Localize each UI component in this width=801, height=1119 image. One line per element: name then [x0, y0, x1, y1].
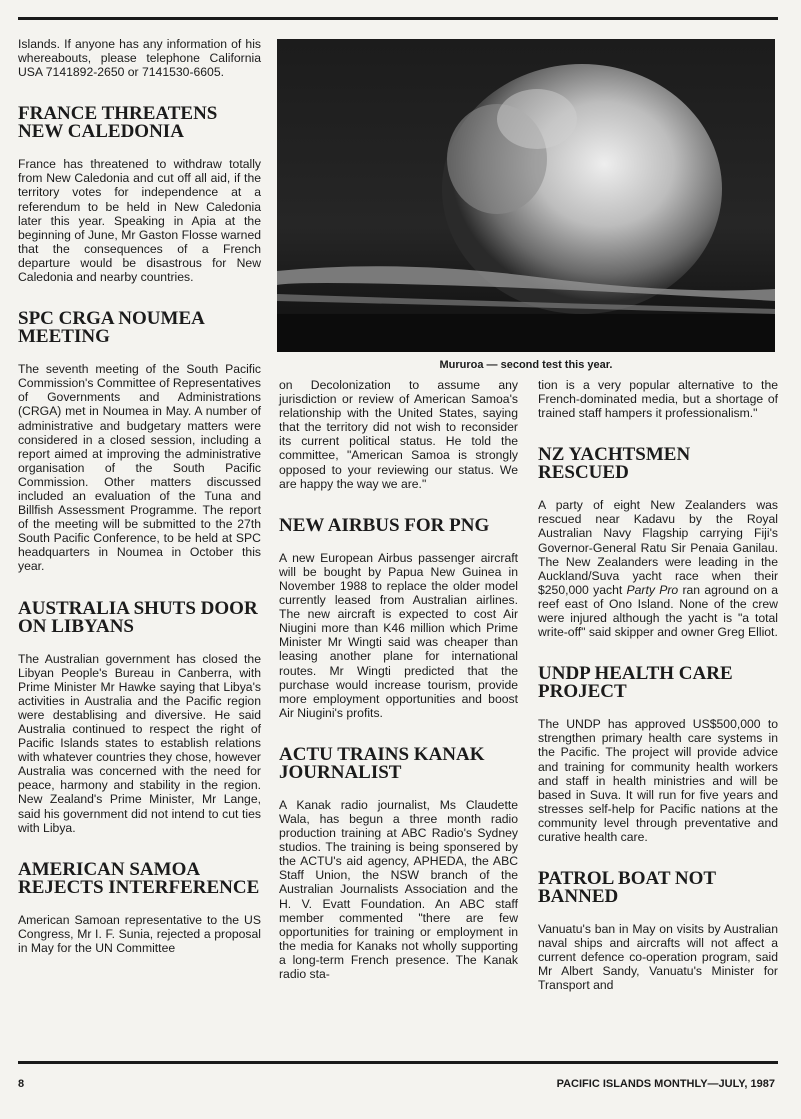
continued-text: on Decolonization to assume any jurisdiction or review of American Samoa's relationship with the United States, saying that the territory did not wish to reconsider its current political status. He told the committee, "American Samoa is strongly opposed to your reviewing our status. We are happy the way we are." — [279, 378, 518, 491]
headline-actu: ACTU TRAINS KANAK JOURNALIST — [279, 743, 485, 783]
article-undp: The UNDP has approved US$500,000 to strengthen primary health care systems in the Pacific. The project will provide advice and training for community health workers and staff in health ministries and will be based in Suva. It will run for five years and stresses self-help for Pacific nations at the community level through preventative and curative health care. — [538, 717, 778, 844]
article-patrol-boat: Vanuatu's ban in May on visits by Australian naval ships and aircrafts will not affect a current defence co-operation program, said Mr Albert Sandy, Vanuatu's Minister for Transport and — [538, 922, 778, 993]
headline-france: FRANCE THREATENS NEW CALEDONIA — [18, 103, 218, 143]
headline-patrol-boat: PATROL BOAT NOT BANNED — [538, 868, 716, 908]
column-1 — [18, 37, 261, 955]
yacht-name: Party Pro — [626, 582, 679, 597]
headline-australia: AUSTRALIA SHUTS DOOR ON LIBYANS — [18, 597, 258, 637]
continued-text: Islands. If anyone has any information of his whereabouts, please telephone California USA 7141892-2650 or 7141530-6605. — [18, 37, 261, 80]
headline-undp: UNDP HEALTH CARE PROJECT — [538, 663, 733, 703]
headline-spc: SPC CRGA NOUMEA MEETING — [18, 308, 204, 348]
headline-airbus: NEW AIRBUS FOR PNG — [279, 514, 490, 536]
headline-samoa: AMERICAN SAMOA REJECTS INTERFERENCE — [18, 858, 260, 898]
page-number: 8 — [18, 1078, 25, 1090]
mushroom-cloud-photo — [277, 39, 775, 352]
footer-masthead: PACIFIC ISLANDS MONTHLY—JULY, 1987 — [556, 1078, 775, 1090]
column-2 — [279, 378, 518, 981]
article-actu: A Kanak radio journalist, Ms Claudette Wala, has begun a three month radio production training at ABC Radio's Sydney studios. The training is being sponsered by the ACTU's aid agency, APHEDA, the ABC Staff Union, the NSW branch of the Australian Journalists Association and the H. V. Evatt Foundation. An ABC staff member commented "there are few opportunities for training or employment in the media for Kanaks not wholly supporting a long-term French presence. The Kanak radio sta- — [279, 797, 518, 981]
article-france: France has threatened to withdraw totally from New Caledonia and cut off all aid, if the territory votes for independence at a referendum to be held in New Caledonia later this year. Speaking in Apia at the beginning of June, Mr Gaston Flosse warned that the consequences of a French departure would be disastrous for New Caledonia and nearby countries. — [18, 157, 261, 285]
article-airbus: A new European Airbus passenger aircraft will be bought by Papua New Guinea in November 1988 to replace the older model currently leased from Australian airlines. The new aircraft is expected to cost Air Niugini more than K46 million which Prime Minister Mr Wingti said was cheaper than leasing another plane for international routes. Mr Wingti predicted that the purchase would increase tourism, provide more employment opportunities and boost Air Niugini's profits. — [279, 550, 518, 720]
article-australia: The Australian government has closed the Libyan People's Bureau in Canberra, with Prime Minister Mr Hawke saying that Libya's activities in Australia and the Pacific region were destablising and diversive. He said Australia continued to respect the right of Pacific Islands states to establish relations with whatever countries they chose, however Australia was concerned with the need for peace, harmony and stability in the region. New Zealand's Prime Minister, Mr Lange, said his government did not intend to cut ties with Libya. — [18, 651, 261, 835]
bottom-rule — [18, 1061, 778, 1064]
article-yachtsmen: A party of eight New Zealanders was rescued near Kadavu by the Royal Australian Navy Flagship carrying Fiji's Governor-General Ratu Sir Penaia Ganilau. The New Zealanders were leading in the Auckland/Suva yacht race when their $250,000 yacht Party Pro ran aground on a reef east of Ono Island. None of the crew were injured although the yacht is "a total write-off" said skipper and owner Greg Elliot. — [538, 498, 778, 640]
article-spc: The seventh meeting of the South Pacific Commission's Committee of Representatives of Governments and Administrations (CRGA) met in Noumea in May. A number of administrative and budgetary matters were considered in a closed session, including a report aimed at improving the administrative organisation of the South Pacific Commission. Other matters discussed included an evaluation of the Tuna and Billfish Assessment Programme. The report of the meeting will be submitted to the 27th South Pacific Conference, to be held at SPC headquarters in Noumea in October this year. — [18, 362, 261, 574]
photo-caption: Mururoa — second test this year. — [439, 359, 613, 371]
column-3 — [538, 378, 778, 993]
continued-text: tion is a very popular alternative to the French-dominated media, but a shortage of trained staff hampers it professionalism." — [538, 378, 778, 421]
headline-yachtsmen: NZ YACHTSMEN RESCUED — [538, 444, 691, 484]
top-rule — [18, 17, 778, 20]
photo-svg — [277, 39, 775, 352]
article-samoa: American Samoan representative to the US Congress, Mr I. F. Sunia, rejected a proposal in May for the UN Committee — [18, 912, 261, 955]
